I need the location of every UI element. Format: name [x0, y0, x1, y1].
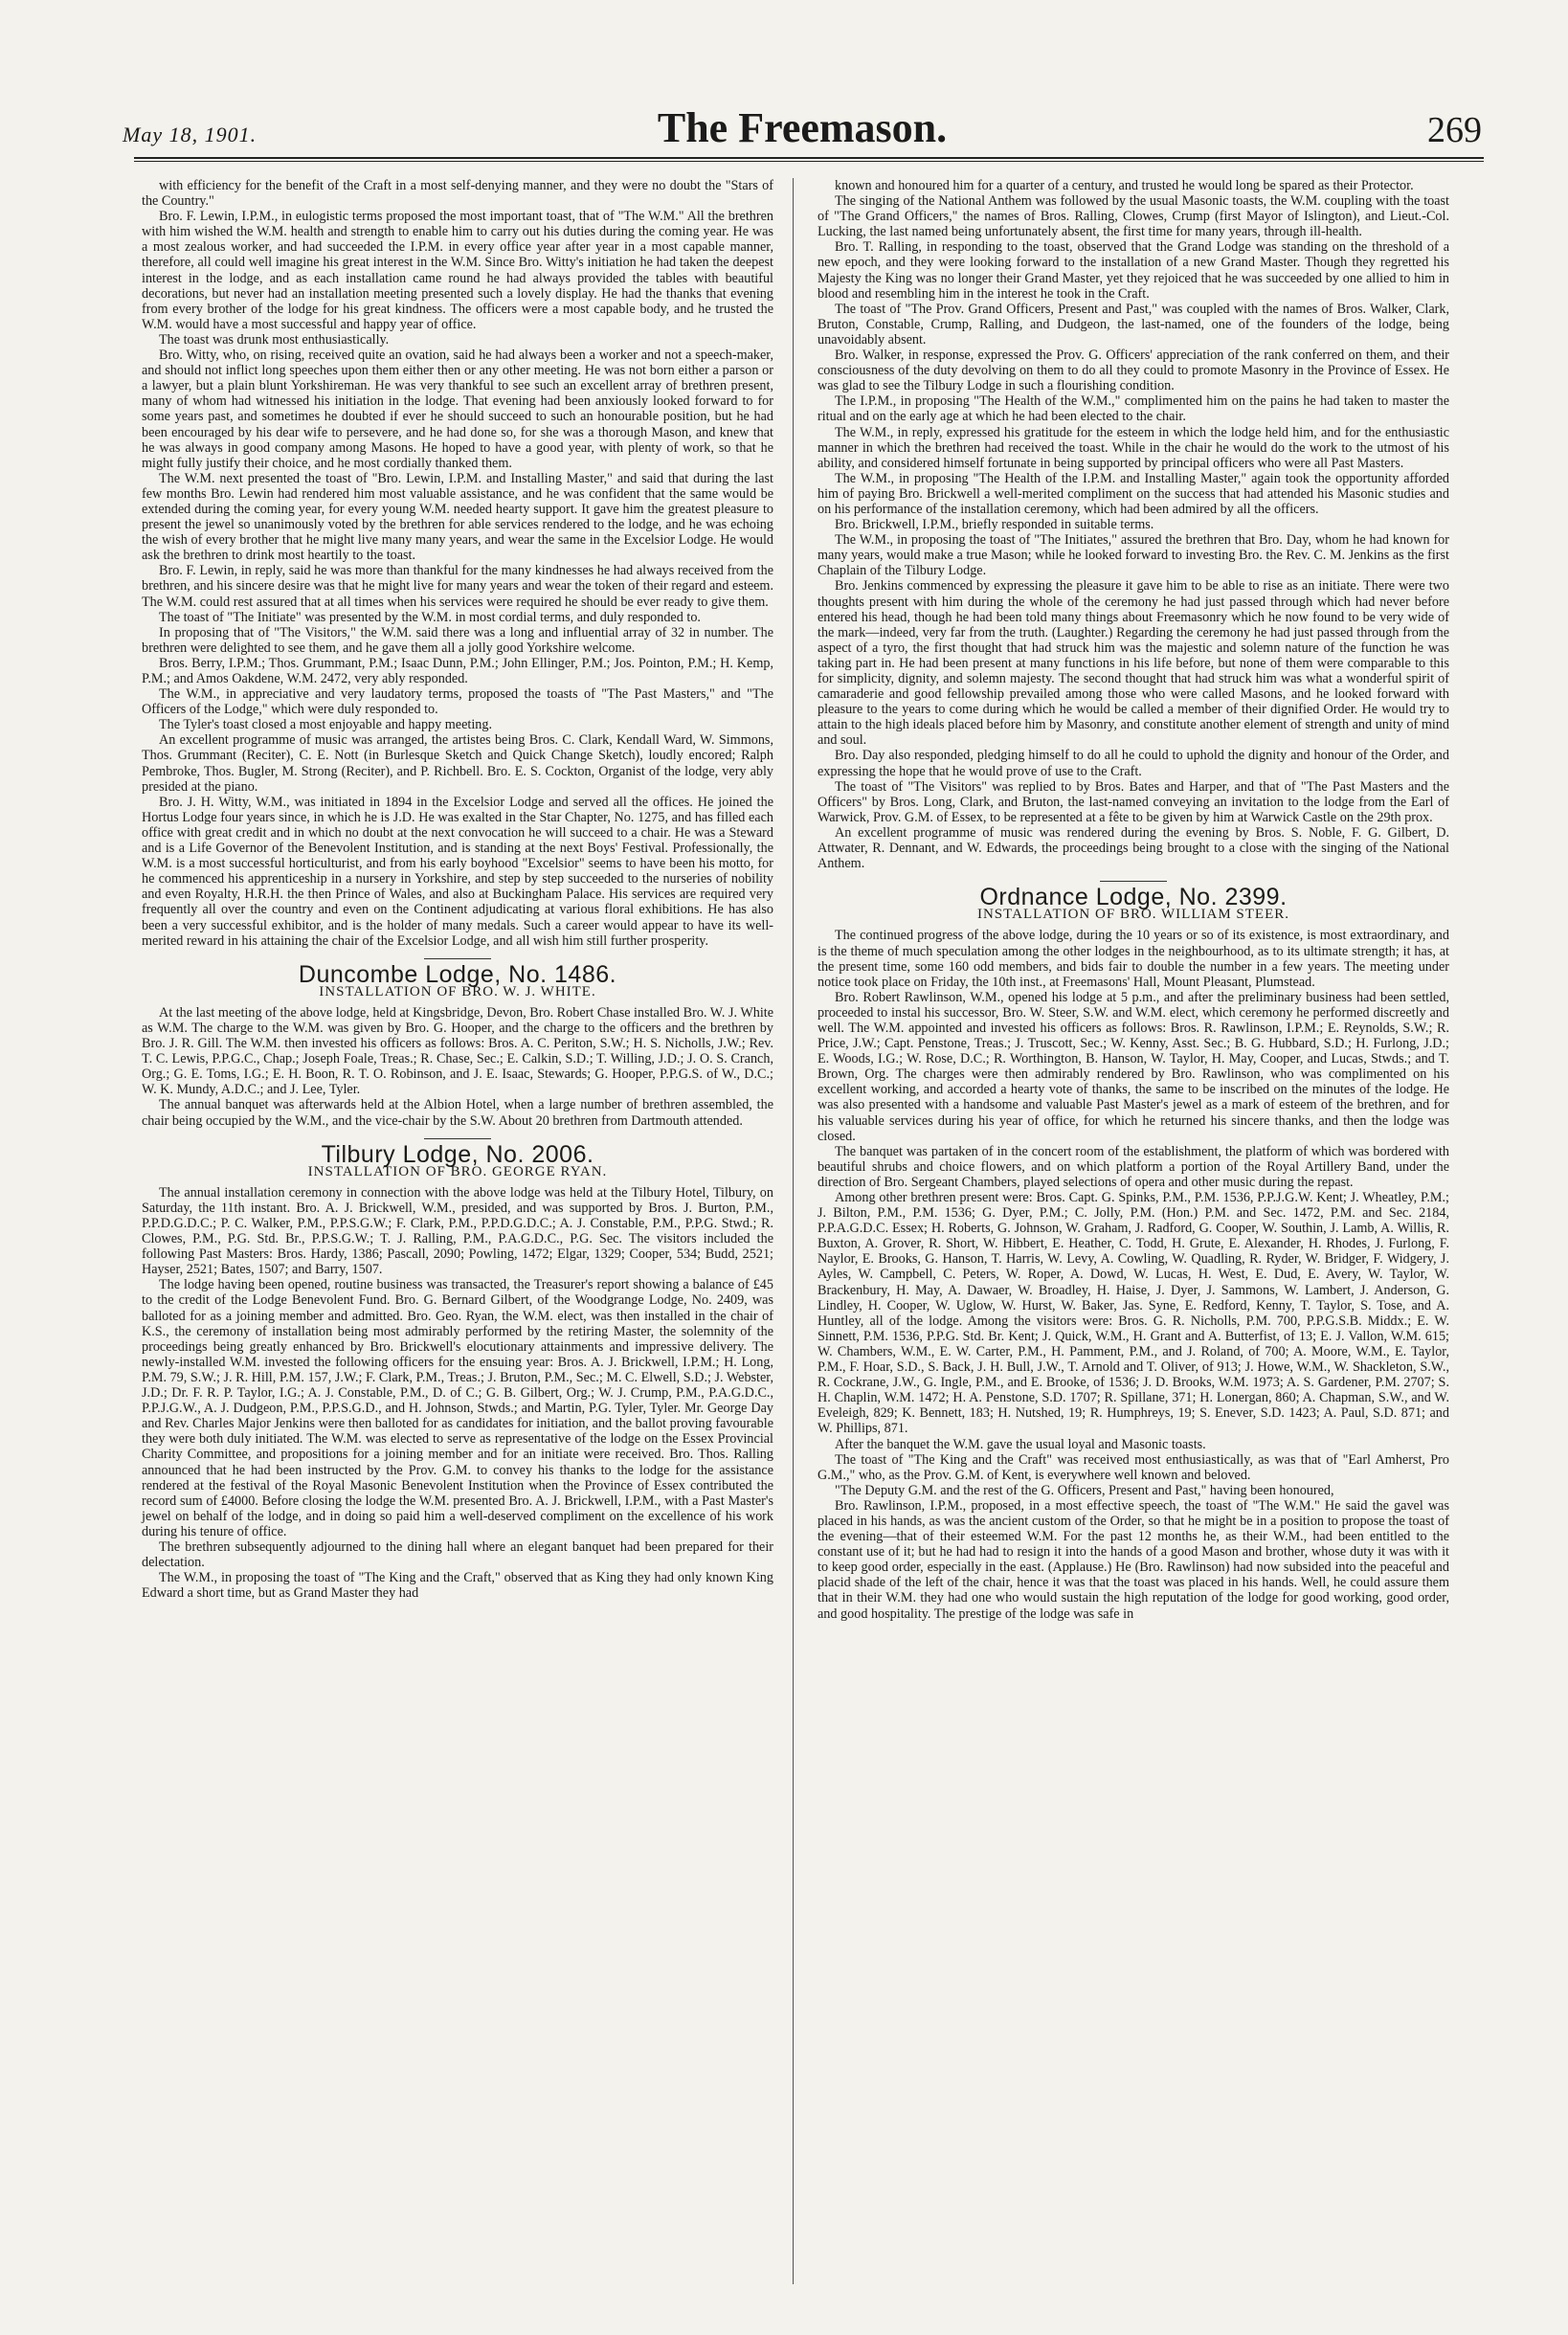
paragraph: The W.M., in proposing "The Health of the I.P.M. and Installing Master," again took the opportunity afforded him of paying Bro. Brickwell a well-merited compliment on the success that had attended his Masonic studies and on his performance of the installation ceremony, which had been admired by all the officers. — [818, 470, 1449, 517]
paragraph: The toast was drunk most enthusiastically. — [159, 331, 390, 348]
section-separator — [1100, 881, 1167, 882]
paragraph: known and honoured him for a quarter of a century, and trusted he would long be spared as their Protector. — [835, 178, 1414, 193]
paragraph: At the last meeting of the above lodge, held at Kingsbridge, Devon, Bro. Robert Chase installed Bro. W. J. White as W.M. The charge to the W.M. was given by Bro. G. Hooper, and the charge to the officers and the brethren by Bro. J. R. Gill. The W.M. then invested his officers as follows: Bros. A. C. Periton, S.W.; H. S. Nicholls, J.W.; Rev. T. C. Lewis, P.P.G.C., Chap.; Joseph Foale, Treas.; R. Chase, Sec.; E. Calkin, S.D.; T. Willing, J.D.; J. O. S. Cranch, Org.; G. E. Toms, I.G.; E. H. Boon, R. T. O. Robinson, and J. E. Isaac, Stewards; G. Hooper, P.P.G.S. of W., D.C.; W. K. Mundy, A.D.C.; and J. Lee, Tyler. — [142, 1004, 773, 1098]
paragraph: Bro. T. Ralling, in responding to the toast, observed that the Grand Lodge was standing on the threshold of a new epoch, and they were looking forward to the installation of a new Grand Master. Though they regretted his Majesty the King was no longer their Grand Master, yet they rejoiced that he was succeeded by one allied to him in blood and resembling him in the interest he took in the Craft. — [818, 239, 1449, 302]
paragraph: with efficiency for the benefit of the Craft in a most self-denying manner, and they were no doubt the "Stars of the Country." — [142, 178, 773, 210]
paragraph: An excellent programme of music was rendered during the evening by Bros. S. Noble, F. G. Gilbert, D. Attwater, R. Dennant, and W. Edwards, the proceedings being brought to a close with the singing of the National Anthem. — [818, 824, 1449, 872]
section-subtitle-tilbury: INSTALLATION OF BRO. GEORGE RYAN. — [307, 1163, 608, 1179]
section-subtitle-duncombe: INSTALLATION OF BRO. W. J. WHITE. — [319, 983, 596, 999]
paragraph: The annual installation ceremony in connection with the above lodge was held at the Tilbury Hotel, Tilbury, on Saturday, the 11th instant. Bro. A. J. Brickwell, W.M., presided, and was supported by Bros. J. Burton, P.M., P.P.D.G.D.C.; P. C. Walker, P.M., P.P.S.G.W.; F. Clark, P.M., P.P.D.G.D.C.; A. J. Constable, P.M., P.P.G. Stwd.; R. Clowes, P.M., P.G. Std. Br., P.P.S.G.W.; T. J. Ralling, P.M., P.A.G.D.C., P.G. Sec. The visitors included the following Past Masters: Bros. Hardy, 1386; Pascall, 2090; Powling, 1472; Elgar, 1329; Cooper, 534; Budd, 2521; Hayser, 2521; Bates, 1507; and Barry, 1507. — [142, 1184, 773, 1278]
paragraph: The Tyler's toast closed a most enjoyable and happy meeting. — [159, 717, 493, 733]
section-separator — [424, 958, 491, 959]
paragraph: Bros. Berry, I.P.M.; Thos. Grummant, P.M.; Isaac Dunn, P.M.; John Ellinger, P.M.; Jos. Pointon, P.M.; H. Kemp, P.M.; and Amos Oakdene, W.M. 2472, very ably responded. — [142, 655, 773, 686]
column-divider — [793, 178, 794, 2284]
paragraph: The toast of "The Visitors" was replied to by Bros. Bates and Harper, and that of "The Past Masters and the Officers" by Bros. Long, Clark, and Bruton, the last-named conveying an invitation to the lodge from the Earl of Warwick, Prov. G.M. of Essex, to be represented at a fête to be given by him at Warwick Castle on the 29th prox. — [818, 778, 1449, 825]
left-column — [142, 178, 773, 1601]
section-title-tilbury: Tilbury Lodge, No. 2006. — [321, 1140, 594, 1168]
right-column — [818, 178, 1449, 1622]
paragraph: The toast of "The King and the Craft" was received most enthusiastically, as was that of "Earl Amherst, Pro G.M.," who, as the Prov. G.M. of Kent, is everywhere well known and beloved. — [818, 1451, 1449, 1483]
paragraph: The I.P.M., in proposing "The Health of the W.M.," complimented him on the pains he had taken to master the ritual and on the early age at which he had been elected to the chair. — [818, 393, 1449, 425]
paragraph: The W.M., in proposing the toast of "The King and the Craft," observed that as King they had only known King Edward a short time, but as Grand Master they had — [142, 1570, 773, 1602]
paragraph: The continued progress of the above lodge, during the 10 years or so of its existence, is most extraordinary, and is the theme of much speculation among the other lodges in the neighbourhood, as to its ultimate strength; it has, at the present time, some 160 odd members, and bids fair to double the number in a few years. The meeting under notice took place on Friday, the 10th inst., at Freemasons' Hall, Mount Pleasant, Plumstead. — [818, 928, 1449, 990]
paragraph: The singing of the National Anthem was followed by the usual Masonic toasts, the W.M. coupling with the toast of "The Grand Officers," the names of Bros. Ralling, Clowes, Crump (first Mayor of Islington), and Lieut.-Col. Lucking, the last named being unfortunately absent, the first time for many years, through ill-health. — [818, 193, 1449, 240]
paragraph: An excellent programme of music was arranged, the artistes being Bros. C. Clark, Kendall Ward, W. Simmons, Thos. Grummant (Reciter), C. E. Nott (in Burlesque Sketch and Quick Change Sketch), loudly encored; Ralph Pembroke, Thos. Bugler, M. Strong (Reciter), and P. Richbell. Bro. E. S. Cockton, Organist of the lodge, very ably presided at the piano. — [142, 732, 773, 795]
paragraph: The brethren subsequently adjourned to the dining hall where an elegant banquet had been prepared for their delectation. — [142, 1538, 773, 1571]
header-rule — [134, 157, 1484, 159]
page-number: 269 — [1427, 110, 1482, 150]
paragraph: Bro. Jenkins commenced by expressing the pleasure it gave him to be able to rise as an initiate. There were two thoughts present with him during the whole of the ceremony he had just passed through which had never before entered his head, though he had been told many things about Freemasonry which he now found to be very wide of the mark—indeed, very far from the truth. (Laughter.) Regarding the ceremony he had just passed through from the aspect of a tyro, the first thought that had struck him was the majestic and solemn nature of the function he was taking part in. He had been present at many functions in his life before, but none of them were comparable to this for simplicity, dignity, and solemn majesty. The second thought that had struck him was what a wonderful spirit of camaraderie and good fellowship prevailed among those who were called Masons, and he looked forward with pleasure to the years to come during which he would be called a member of their dignified Order. He would try to attain to the high ideals placed before him by Masonry, and constitute another element of strength and unity of mind and soul. — [818, 578, 1449, 749]
paragraph: Bro. Day also responded, pledging himself to do all he could to uphold the dignity and honour of the Order, and expressing the hope that he would prove of use to the Craft. — [818, 748, 1449, 779]
paragraph: Bro. F. Lewin, in reply, said he was more than thankful for the many kindnesses he had always received from the brethren, and his sincere desire was that he might live for many years and wear the token of their regard and esteem. The W.M. could rest assured that at all times when his services were required he should be ever ready to give them. — [142, 563, 773, 610]
paragraph: Bro. Witty, who, on rising, received quite an ovation, said he had always been a worker and not a speech-maker, and should not inflict long speeches upon them either then or any other meeting. He was not born either a parson or a lawyer, but a plain blunt Yorkshireman. He was very thankful to see such an excellent array of brethren present, many of whom had witnessed his initiation in the lodge. That evening had been anxiously looked forward to for some years past, and sometimes he doubted if ever he should succeed to such an honourable position, but he had been encouraged by his dear wife to persevere, and he had done so, for she was a thorough Mason, and knew that he was always in good company among Masons. He hoped to have a good year, with plenty of work, so that he might fully justify their choice, and he most cordially thanked them. — [142, 348, 773, 471]
paragraph: The lodge having been opened, routine business was transacted, the Treasurer's report showing a balance of £45 to the credit of the Lodge Benevolent Fund. Bro. G. Bernard Gilbert, of the Woodgrange Lodge, No. 2409, was balloted for as a joining member and admitted. Bro. Geo. Ryan, the W.M. elect, was then installed in the chair of K.S., the ceremony of installation being most admirably performed by the retiring Master, the solemnity of the proceedings being greatly enhanced by Bro. Brickwell's elocutionary attainments and impressive delivery. The newly-installed W.M. invested the following officers for the ensuing year: Bros. A. J. Brickwell, I.P.M.; H. Long, P.M. 79, S.W.; J. R. Hill, P.M. 157, J.W.; F. Clark, P.M., Treas.; J. Bruton, P.M., Sec.; M. C. Elwell, S.D.; J. Webster, J.D.; Dr. F. R. P. Taylor, I.G.; A. J. Constable, P.M., D. of C.; G. B. Gilbert, Org.; W. J. Crump, P.M., P.A.G.D.C., P.P.J.G.W., A. J. Dudgeon, P.M., P.P.S.G.D., and H. Johnson, Stwds.; and Martin, P.G. Tyler, Tyler. Mr. George Day and Rev. Charles Major Jenkins were then balloted for as candidates for initiation, and the ballot proving favourable they were both duly initiated. The W.M. was elected to serve as representative of the lodge on the Essex Provincial Charity Committee, and propositions for a joining member and for an initiate were received. Bro. Thos. Ralling announced that he had been instructed by the Prov. G.M. to convey his thanks to the lodge for the assistance rendered at the festival of the Royal Masonic Benevolent Institution when the Province of Essex contributed the record sum of £4000. Before closing the lodge the W.M. presented Bro. A. J. Brickwell, I.P.M., with a Past Master's jewel on behalf of the lodge, and in doing so paid him a well-deserved compliment on the excellence of his work during his tenure of office. — [142, 1277, 773, 1539]
section-separator — [424, 1138, 491, 1139]
paragraph: Bro. Rawlinson, I.P.M., proposed, in a most effective speech, the toast of "The W.M." He said the gavel was placed in his hands, as was the ancient custom of the Order, so that he might be in a position to propose the toast of the evening—that of their esteemed W.M. For the past 12 months he, as their W.M., had been entitled to the constant use of it; but he had had to resign it into the hands of a good Mason and brother, whose duty it was with it to keep good order, especially in the east. (Applause.) He (Bro. Rawlinson) had now subsided into the peaceful and placid shade of the left of the chair, hence it was that the toast was placed in his hands. Well, he could assure them that in their W.M. they had one who would sustain the high reputation of the lodge for good working, good order, and good hospitality. The prestige of the lodge was safe in — [818, 1497, 1449, 1622]
paragraph: "The Deputy G.M. and the rest of the G. Officers, Present and Past," having been honoured, — [835, 1482, 1334, 1498]
section-title-duncombe: Duncombe Lodge, No. 1486. — [298, 960, 617, 988]
paragraph: The W.M., in proposing the toast of "The Initiates," assured the brethren that Bro. Day, whom he had known for many years, would make a true Mason; while he looked forward to investing Bro. the Rev. C. M. Jenkins as the first Chaplain of the Tilbury Lodge. — [818, 532, 1449, 579]
paragraph: Among other brethren present were: Bros. Capt. G. Spinks, P.M., P.M. 1536, P.P.J.G.W. Kent; J. Wheatley, P.M.; J. Bilton, P.M., P.M. 1536; G. Dyer, P.M.; C. Jolly, P.M. (Hon.) P.M. and Sec. 1472, P.M. and Sec. 2184, P.P.A.G.D.C. Essex; H. Roberts, G. Johnson, W. Graham, J. Radford, G. Cooper, W. Southin, J. Lamb, A. Willis, R. Buxton, A. Grover, R. Short, W. Hibbert, E. Heather, C. Todd, H. Grute, E. Alexander, H. Rhodes, J. Furlong, F. Naylor, E. Brooks, G. Hanson, T. Harris, W. Levy, A. Cowling, W. Quadling, R. Ryder, W. Bridger, F. Widgery, J. Ayles, W. Campbell, C. Peters, W. Roper, A. Dowd, W. Lucas, H. West, E. Dud, E. Avery, W. Taylor, W. Brackenbury, H. May, A. Dawaer, W. Broadley, H. Haise, J. Dyer, J. Sammons, W. Lambert, J. Anderson, G. Lindley, H. Cooper, W. Uglow, W. Hurst, W. Baker, Jas. Syne, E. Redford, Kenny, T. Taylor, S. Tose, and A. Huntley, all of the lodge. Among the visitors were: Bros. G. R. Nicholls, P.M. 700, P.P.G.S.B. Middx.; E. W. Sinnett, P.M. 1536, P.P.G. Std. Br. Kent; J. Quick, W.M., H. Grant and A. Butterfist, of 13; E. J. Vallon, W.M. 615; W. Chambers, W.M., E. W. Carter, P.M., H. Pamment, P.M., and J. Roland, of 700; A. Moore, W.M., E. Taylor, P.M., F. Hoar, S.D., S. Back, J. H. Bull, J.W., T. Arnold and T. Oliver, of 913; J. Howe, W.M., W. Shackleton, S.W., R. Cockrane, J.W., G. Ingle, P.M., and E. Brooke, of 1536; J. D. Brooks, W.M. 1973; A. S. Gardener, P.M. 2707; S. H. Chaplin, W.M. 1472; H. A. Penstone, S.D. 1707; R. Spillane, 371; H. Lonergan, 860; A. Chapman, S.W., and W. Eveleigh, 829; K. Bennett, 183; H. Nutshed, 19; R. Humphreys, 19; S. Enever, S.D. 1423; A. Paul, S.D. 871; and W. Phillips, 871. — [818, 1190, 1449, 1437]
paragraph: The annual banquet was afterwards held at the Albion Hotel, when a large number of brethren assembled, the chair being occupied by the W.M., and the vice-chair by the S.W. About 20 brethren from Dartmouth attended. — [142, 1097, 773, 1129]
paragraph: Bro. Brickwell, I.P.M., briefly responded in suitable terms. — [835, 517, 1154, 533]
paragraph: The banquet was partaken of in the concert room of the establishment, the platform of which was bordered with beautiful shrubs and choice flowers, and on which platform a portion of the Royal Artillery Band, under the direction of Bro. Sergeant Chambers, played selections of opera and other music during the repast. — [818, 1143, 1449, 1190]
paragraph: Bro. Robert Rawlinson, W.M., opened his lodge at 5 p.m., and after the preliminary business had been settled, proceeded to instal his successor, Bro. W. Steer, S.W. and W.M. elect, which ceremony he performed discreetly and well. The W.M. appointed and invested his officers as follows: Bros. R. Rawlinson, I.P.M.; E. Reynolds, S.W.; R. Price, J.W.; Capt. Penstone, Treas.; J. Truscott, Sec.; W. Kenny, Asst. Sec.; B. G. Hubbard, S.D.; H. Furlong, J.D.; E. Woods, I.G.; W. Rose, D.C.; R. Worthington, B. Hanson, W. Taylor, H. May, Cooper, and Lucas, Stwds.; and T. Brown, Org. The charges were then admirably rendered by Bro. Rawlinson, who was complimented on his excellent working, and accorded a hearty vote of thanks, the same to be inscribed on the minutes of the lodge. He was also presented with a handsome and valuable Past Master's jewel as a mark of esteem of the brethren, and for his valuable services during his year of office, for which he returned his sincere thanks, and then the lodge was closed. — [818, 989, 1449, 1144]
paragraph: After the banquet the W.M. gave the usual loyal and Masonic toasts. — [835, 1436, 1206, 1452]
paragraph: Bro. J. H. Witty, W.M., was initiated in 1894 in the Excelsior Lodge and served all the offices. He joined the Hortus Lodge four years since, in which he is J.D. He was exalted in the Star Chapter, No. 1275, and has filled each office with great credit and in which no doubt at the next convocation he will succeed to a chair. He was a Steward and is a Life Governor of the Benevolent Institution, and is standing at the next Boys' Festival. Professionally, the W.M. is a most successful horticulturist, and from his early boyhood "Excelsior" seems to have been his motto, for he commenced his apprenticeship in a nursery in Yorkshire, and step by step succeeded to the nurseries of nobility and even Royalty, H.R.H. the then Prince of Wales, and also at Buckingham Palace. His services are required very frequently all over the country and even on the Continent adjudicating at various floral exhibitions. He has also been a very successful exhibitor, and is the holder of many medals. Such a career would appear to have its well-merited reward in his attaining the chair of the Excelsior Lodge, and all wish him still further prosperity. — [142, 794, 773, 949]
paragraph: The W.M., in appreciative and very laudatory terms, proposed the toasts of "The Past Masters," and "The Officers of the Lodge," which were duly responded to. — [142, 686, 773, 718]
paragraph: The W.M. next presented the toast of "Bro. Lewin, I.P.M. and Installing Master," and said that during the last few months Bro. Lewin had rendered him most valuable assistance, and he was confident that the same would be extended during the coming year, for every young W.M. needed hearty support. It gave him the greatest pleasure to present the jewel so unanimously voted by the brethren for able services rendered to the lodge, and he was echoing the wish of every brother that he might live many many years, and wear the same in the Excelsior Lodge. He would ask the brethren to drink most heartily to the toast. — [142, 470, 773, 564]
header-rule-thin — [134, 161, 1484, 162]
paragraph: The toast of "The Initiate" was presented by the W.M. in most cordial terms, and duly responded to. — [159, 609, 701, 625]
masthead-title: The Freemason. — [657, 104, 948, 151]
section-title-ordnance: Ordnance Lodge, No. 2399. — [979, 884, 1288, 911]
page-header — [123, 103, 1482, 151]
paragraph: Bro. F. Lewin, I.P.M., in eulogistic terms proposed the most important toast, that of "The W.M." All the brethren with him wished the W.M. health and strength to enable him to carry out his duties during the coming year. He was a most zealous worker, and had succeeded the I.P.M. in every office year after year in a most capable manner, therefore, all could well imagine his great interest in the W.M. Since Bro. Witty's initiation he had taken the deepest interest in the lodge, and as each installation came round he had always provided the tables with beautiful decorations, but never had an installation meeting presented such a lovely display. He had the thanks that evening from every brother of the lodge for his great kindness. The officers were a most capable body, and he trusted the W.M. would have a most successful and happy year of office. — [142, 209, 773, 332]
issue-date: May 18, 1901. — [123, 123, 258, 146]
paragraph: The W.M., in reply, expressed his gratitude for the esteem in which the lodge held him, and for the enthusiastic manner in which the brethren had received the toast. While in the chair he would do the work to the utmost of his ability, and considered himself fortunate in being supported by principal officers who were all Past Masters. — [818, 424, 1449, 471]
paragraph: Bro. Walker, in response, expressed the Prov. G. Officers' appreciation of the rank conferred on them, and their consciousness of the duty devolving on them to do all they could to promote Masonry in the Province of Essex. He was glad to see the Tilbury Lodge in such a flourishing condition. — [818, 348, 1449, 394]
section-subtitle-ordnance: INSTALLATION OF BRO. WILLIAM STEER. — [976, 907, 1289, 923]
paragraph: The toast of "The Prov. Grand Officers, Present and Past," was coupled with the names of Bros. Walker, Clark, Bruton, Constable, Crump, Ralling, and Dudgeon, the last-named, one of the founders of the lodge, being unavoidably absent. — [818, 301, 1449, 348]
paragraph: In proposing that of "The Visitors," the W.M. said there was a long and influential array of 32 in number. The brethren were delighted to see them, and he gave them all a jolly good Yorkshire welcome. — [142, 624, 773, 656]
